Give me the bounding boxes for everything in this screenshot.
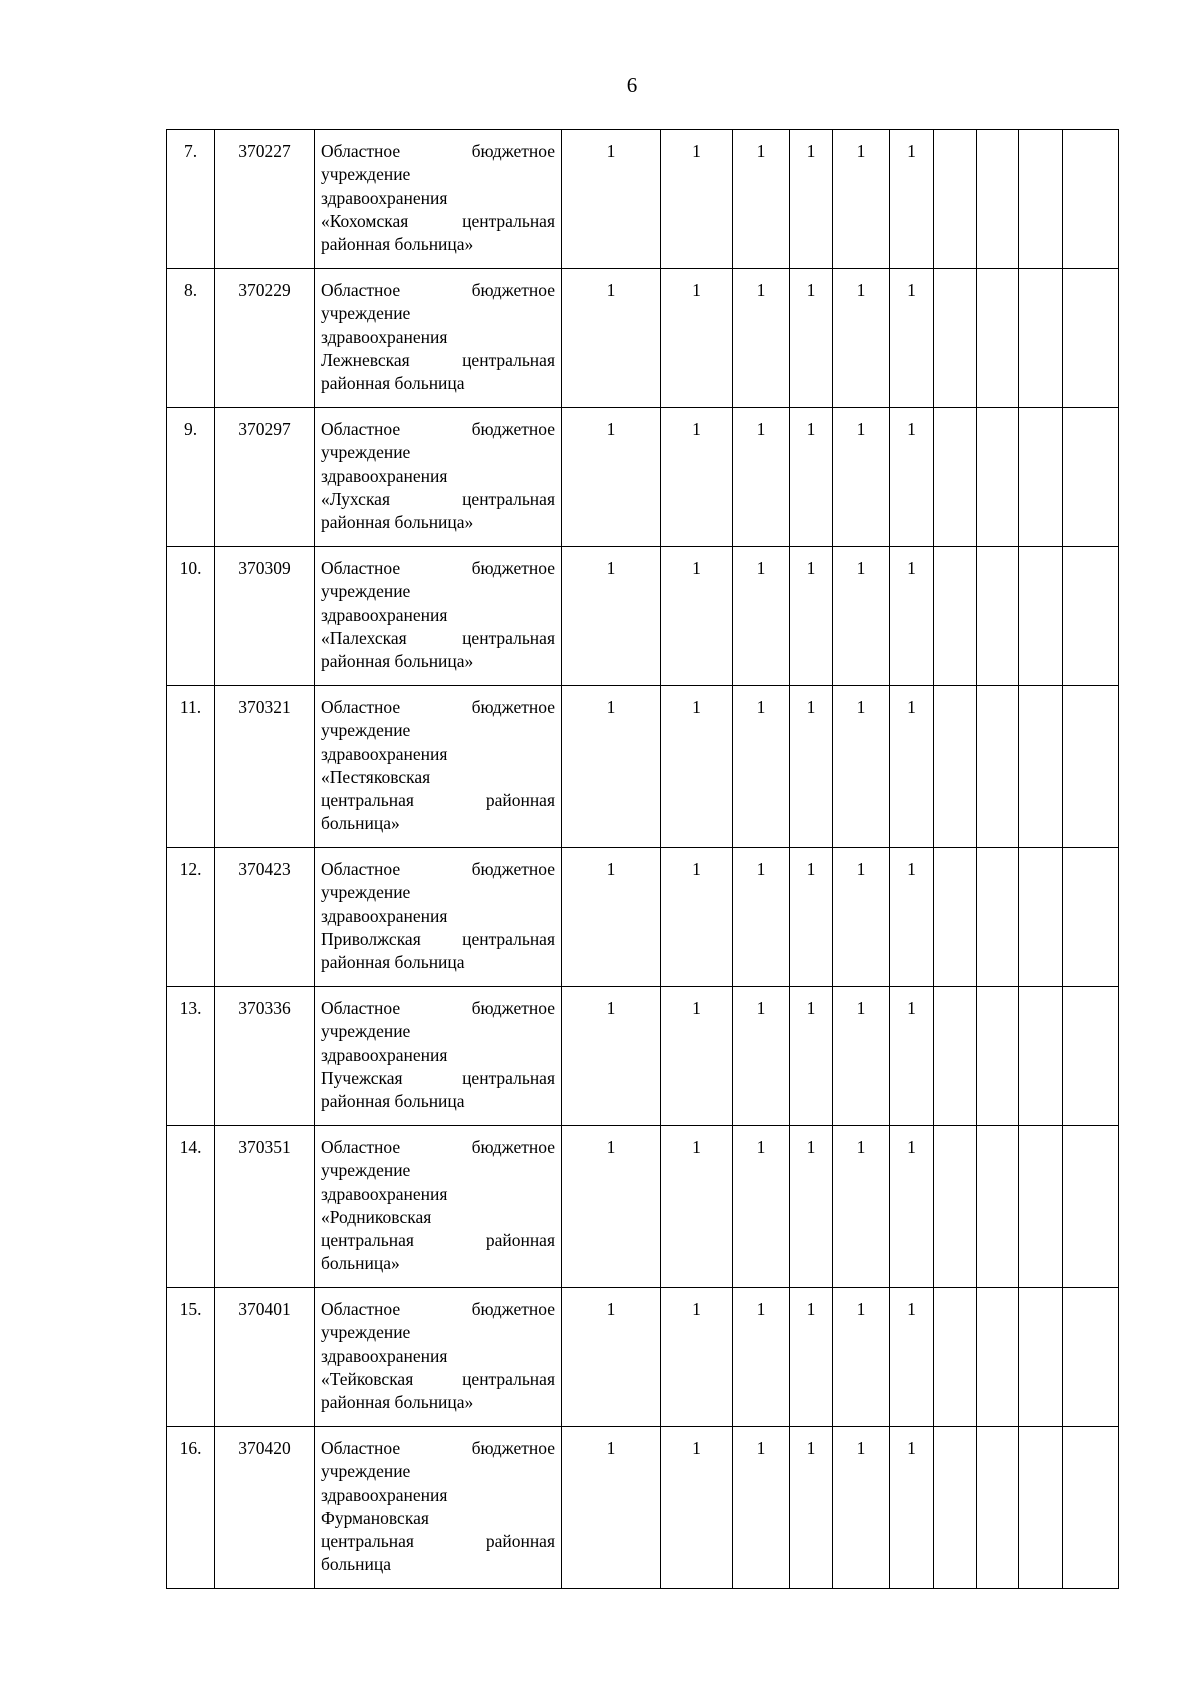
institution-name-line: Областное бюджетное xyxy=(321,1299,555,1319)
value-cell-8 xyxy=(977,269,1019,408)
value-cell-1: 1 xyxy=(562,848,661,987)
value-cell-3: 1 xyxy=(733,547,790,686)
table-row xyxy=(167,269,1119,408)
row-number: 10. xyxy=(167,547,215,686)
value-cell-1: 1 xyxy=(562,1288,661,1427)
institution-name-line: районная больница xyxy=(321,373,465,394)
value-cell-7 xyxy=(934,130,977,269)
value-cell-5: 1 xyxy=(833,1288,890,1427)
value-cell-1: 1 xyxy=(562,408,661,547)
value-cell-2: 1 xyxy=(661,987,733,1126)
institution-name-line: Областное бюджетное xyxy=(321,1438,555,1458)
institution-name-line: «Палехская центральная xyxy=(321,627,555,648)
value-cell-8 xyxy=(977,408,1019,547)
value-cell-4: 1 xyxy=(790,547,833,686)
value-cell-9 xyxy=(1019,130,1063,269)
institution-name-line: учреждение xyxy=(321,442,411,463)
value-cell-3: 1 xyxy=(733,1427,790,1589)
institution-name xyxy=(315,848,562,987)
value-cell-1: 1 xyxy=(562,987,661,1126)
institution-name-line: больница xyxy=(321,1554,391,1575)
institution-name-line: учреждение xyxy=(321,1461,411,1482)
institution-name xyxy=(315,269,562,408)
institution-name-line: «Кохомская центральная xyxy=(321,210,555,231)
institution-name xyxy=(315,987,562,1126)
value-cell-3: 1 xyxy=(733,130,790,269)
value-cell-2: 1 xyxy=(661,130,733,269)
row-number: 16. xyxy=(167,1427,215,1589)
institution-name-line: здравоохранения xyxy=(321,905,448,926)
value-cell-5: 1 xyxy=(833,547,890,686)
value-cell-7 xyxy=(934,269,977,408)
value-cell-7 xyxy=(934,987,977,1126)
table-row xyxy=(167,1288,1119,1427)
value-cell-4: 1 xyxy=(790,686,833,848)
table-row xyxy=(167,848,1119,987)
value-cell-8 xyxy=(977,848,1019,987)
institution-name-line: «Тейковская центральная xyxy=(321,1368,555,1389)
institution-code: 370423 xyxy=(215,848,315,987)
institution-code: 370309 xyxy=(215,547,315,686)
value-cell-4: 1 xyxy=(790,1288,833,1427)
table-row xyxy=(167,547,1119,686)
institution-name-line: учреждение xyxy=(321,303,411,324)
value-cell-5: 1 xyxy=(833,130,890,269)
value-cell-8 xyxy=(977,547,1019,686)
institution-name-line: районная больница» xyxy=(321,234,474,255)
row-number: 11. xyxy=(167,686,215,848)
institution-name-line: Областное бюджетное xyxy=(321,141,555,161)
value-cell-3: 1 xyxy=(733,1126,790,1288)
institution-name xyxy=(315,686,562,848)
value-cell-6: 1 xyxy=(890,1126,934,1288)
row-number: 12. xyxy=(167,848,215,987)
table-row xyxy=(167,408,1119,547)
value-cell-1: 1 xyxy=(562,269,661,408)
institution-name-line: Областное бюджетное xyxy=(321,1137,555,1157)
table-row xyxy=(167,130,1119,269)
value-cell-2: 1 xyxy=(661,1427,733,1589)
value-cell-4: 1 xyxy=(790,1126,833,1288)
institution-name-line: больница» xyxy=(321,813,400,834)
institution-code: 370297 xyxy=(215,408,315,547)
value-cell-4: 1 xyxy=(790,269,833,408)
value-cell-6: 1 xyxy=(890,269,934,408)
value-cell-5: 1 xyxy=(833,686,890,848)
value-cell-6: 1 xyxy=(890,130,934,269)
institution-name-line: учреждение xyxy=(321,164,411,185)
value-cell-9 xyxy=(1019,987,1063,1126)
institution-name xyxy=(315,1427,562,1589)
value-cell-1: 1 xyxy=(562,1427,661,1589)
value-cell-6: 1 xyxy=(890,848,934,987)
value-cell-5: 1 xyxy=(833,408,890,547)
row-number: 7. xyxy=(167,130,215,269)
row-number: 13. xyxy=(167,987,215,1126)
value-cell-9 xyxy=(1019,1288,1063,1427)
value-cell-7 xyxy=(934,848,977,987)
institution-name-line: Областное бюджетное xyxy=(321,998,555,1018)
value-cell-10 xyxy=(1063,130,1119,269)
institution-name-line: центральная районная xyxy=(321,790,555,811)
value-cell-2: 1 xyxy=(661,408,733,547)
value-cell-7 xyxy=(934,547,977,686)
value-cell-4: 1 xyxy=(790,408,833,547)
value-cell-9 xyxy=(1019,408,1063,547)
value-cell-3: 1 xyxy=(733,408,790,547)
institution-code: 370351 xyxy=(215,1126,315,1288)
institution-name-line: районная больница» xyxy=(321,512,474,533)
value-cell-6: 1 xyxy=(890,408,934,547)
institution-code: 370336 xyxy=(215,987,315,1126)
value-cell-6: 1 xyxy=(890,686,934,848)
value-cell-6: 1 xyxy=(890,547,934,686)
institution-name-line: Фурмановская xyxy=(321,1507,429,1528)
value-cell-10 xyxy=(1063,1126,1119,1288)
institution-name-line: здравоохранения xyxy=(321,604,448,625)
value-cell-3: 1 xyxy=(733,1288,790,1427)
value-cell-10 xyxy=(1063,848,1119,987)
institution-name xyxy=(315,1288,562,1427)
value-cell-1: 1 xyxy=(562,130,661,269)
institution-name-line: здравоохранения xyxy=(321,1183,448,1204)
institution-name-line: Приволжская центральная xyxy=(321,928,555,949)
institution-name-line: районная больница xyxy=(321,1091,465,1112)
institution-name xyxy=(315,130,562,269)
institution-name-line: здравоохранения xyxy=(321,326,448,347)
value-cell-9 xyxy=(1019,269,1063,408)
value-cell-8 xyxy=(977,130,1019,269)
institution-name-line: здравоохранения xyxy=(321,1345,448,1366)
value-cell-7 xyxy=(934,686,977,848)
table-row xyxy=(167,1427,1119,1589)
institution-name-line: Областное бюджетное xyxy=(321,859,555,879)
row-number: 8. xyxy=(167,269,215,408)
value-cell-9 xyxy=(1019,686,1063,848)
institution-code: 370227 xyxy=(215,130,315,269)
institution-name-line: Областное бюджетное xyxy=(321,558,555,578)
row-number: 9. xyxy=(167,408,215,547)
institution-name xyxy=(315,1126,562,1288)
value-cell-10 xyxy=(1063,547,1119,686)
value-cell-7 xyxy=(934,1427,977,1589)
institution-name-line: учреждение xyxy=(321,1322,411,1343)
institution-name-line: Пучежская центральная xyxy=(321,1067,555,1088)
value-cell-6: 1 xyxy=(890,1427,934,1589)
institution-name-line: учреждение xyxy=(321,1160,411,1181)
value-cell-3: 1 xyxy=(733,269,790,408)
value-cell-1: 1 xyxy=(562,547,661,686)
table-body xyxy=(167,130,1119,1589)
institution-name-line: «Родниковская xyxy=(321,1206,432,1227)
value-cell-9 xyxy=(1019,848,1063,987)
institution-name-line: больница» xyxy=(321,1253,400,1274)
value-cell-3: 1 xyxy=(733,686,790,848)
value-cell-1: 1 xyxy=(562,686,661,848)
value-cell-8 xyxy=(977,1427,1019,1589)
value-cell-8 xyxy=(977,1126,1019,1288)
institution-name-line: «Лухская центральная xyxy=(321,488,555,509)
value-cell-9 xyxy=(1019,547,1063,686)
value-cell-4: 1 xyxy=(790,987,833,1126)
value-cell-7 xyxy=(934,408,977,547)
institution-name-line: учреждение xyxy=(321,581,411,602)
value-cell-2: 1 xyxy=(661,547,733,686)
value-cell-5: 1 xyxy=(833,1126,890,1288)
row-number: 15. xyxy=(167,1288,215,1427)
value-cell-3: 1 xyxy=(733,987,790,1126)
value-cell-8 xyxy=(977,987,1019,1126)
value-cell-10 xyxy=(1063,686,1119,848)
value-cell-2: 1 xyxy=(661,848,733,987)
value-cell-6: 1 xyxy=(890,1288,934,1427)
value-cell-2: 1 xyxy=(661,686,733,848)
institution-name-line: здравоохранения xyxy=(321,1484,448,1505)
value-cell-5: 1 xyxy=(833,269,890,408)
table-row xyxy=(167,686,1119,848)
value-cell-5: 1 xyxy=(833,848,890,987)
institution-name-line: учреждение xyxy=(321,720,411,741)
institution-name-line: «Пестяковская xyxy=(321,766,431,787)
value-cell-2: 1 xyxy=(661,1288,733,1427)
institution-name xyxy=(315,408,562,547)
value-cell-1: 1 xyxy=(562,1126,661,1288)
value-cell-10 xyxy=(1063,987,1119,1126)
institution-code: 370401 xyxy=(215,1288,315,1427)
institution-code: 370321 xyxy=(215,686,315,848)
value-cell-3: 1 xyxy=(733,848,790,987)
table-row xyxy=(167,1126,1119,1288)
table-row xyxy=(167,987,1119,1126)
value-cell-4: 1 xyxy=(790,130,833,269)
institution-code: 370229 xyxy=(215,269,315,408)
value-cell-4: 1 xyxy=(790,1427,833,1589)
value-cell-10 xyxy=(1063,408,1119,547)
value-cell-2: 1 xyxy=(661,1126,733,1288)
institution-name-line: Областное бюджетное xyxy=(321,419,555,439)
institution-name-line: здравоохранения xyxy=(321,187,448,208)
value-cell-2: 1 xyxy=(661,269,733,408)
value-cell-7 xyxy=(934,1288,977,1427)
value-cell-4: 1 xyxy=(790,848,833,987)
institution-name-line: Областное бюджетное xyxy=(321,280,555,300)
value-cell-9 xyxy=(1019,1126,1063,1288)
institution-name-line: районная больница» xyxy=(321,1392,474,1413)
value-cell-10 xyxy=(1063,1427,1119,1589)
value-cell-8 xyxy=(977,1288,1019,1427)
institution-name-line: здравоохранения xyxy=(321,743,448,764)
row-number: 14. xyxy=(167,1126,215,1288)
hospital-table xyxy=(166,129,1119,1589)
institution-code: 370420 xyxy=(215,1427,315,1589)
institution-name-line: районная больница xyxy=(321,952,465,973)
value-cell-8 xyxy=(977,686,1019,848)
value-cell-9 xyxy=(1019,1427,1063,1589)
value-cell-10 xyxy=(1063,269,1119,408)
institution-name-line: Областное бюджетное xyxy=(321,697,555,717)
institution-name-line: учреждение xyxy=(321,1021,411,1042)
institution-name-line: Лежневская центральная xyxy=(321,349,555,370)
institution-name-line: здравоохранения xyxy=(321,465,448,486)
value-cell-5: 1 xyxy=(833,987,890,1126)
institution-name-line: районная больница» xyxy=(321,651,474,672)
page-number: 6 xyxy=(626,73,638,97)
institution-name-line: центральная районная xyxy=(321,1531,555,1552)
value-cell-7 xyxy=(934,1126,977,1288)
institution-name xyxy=(315,547,562,686)
value-cell-6: 1 xyxy=(890,987,934,1126)
institution-name-line: здравоохранения xyxy=(321,1044,448,1065)
value-cell-5: 1 xyxy=(833,1427,890,1589)
value-cell-10 xyxy=(1063,1288,1119,1427)
institution-name-line: центральная районная xyxy=(321,1230,555,1251)
institution-name-line: учреждение xyxy=(321,882,411,903)
